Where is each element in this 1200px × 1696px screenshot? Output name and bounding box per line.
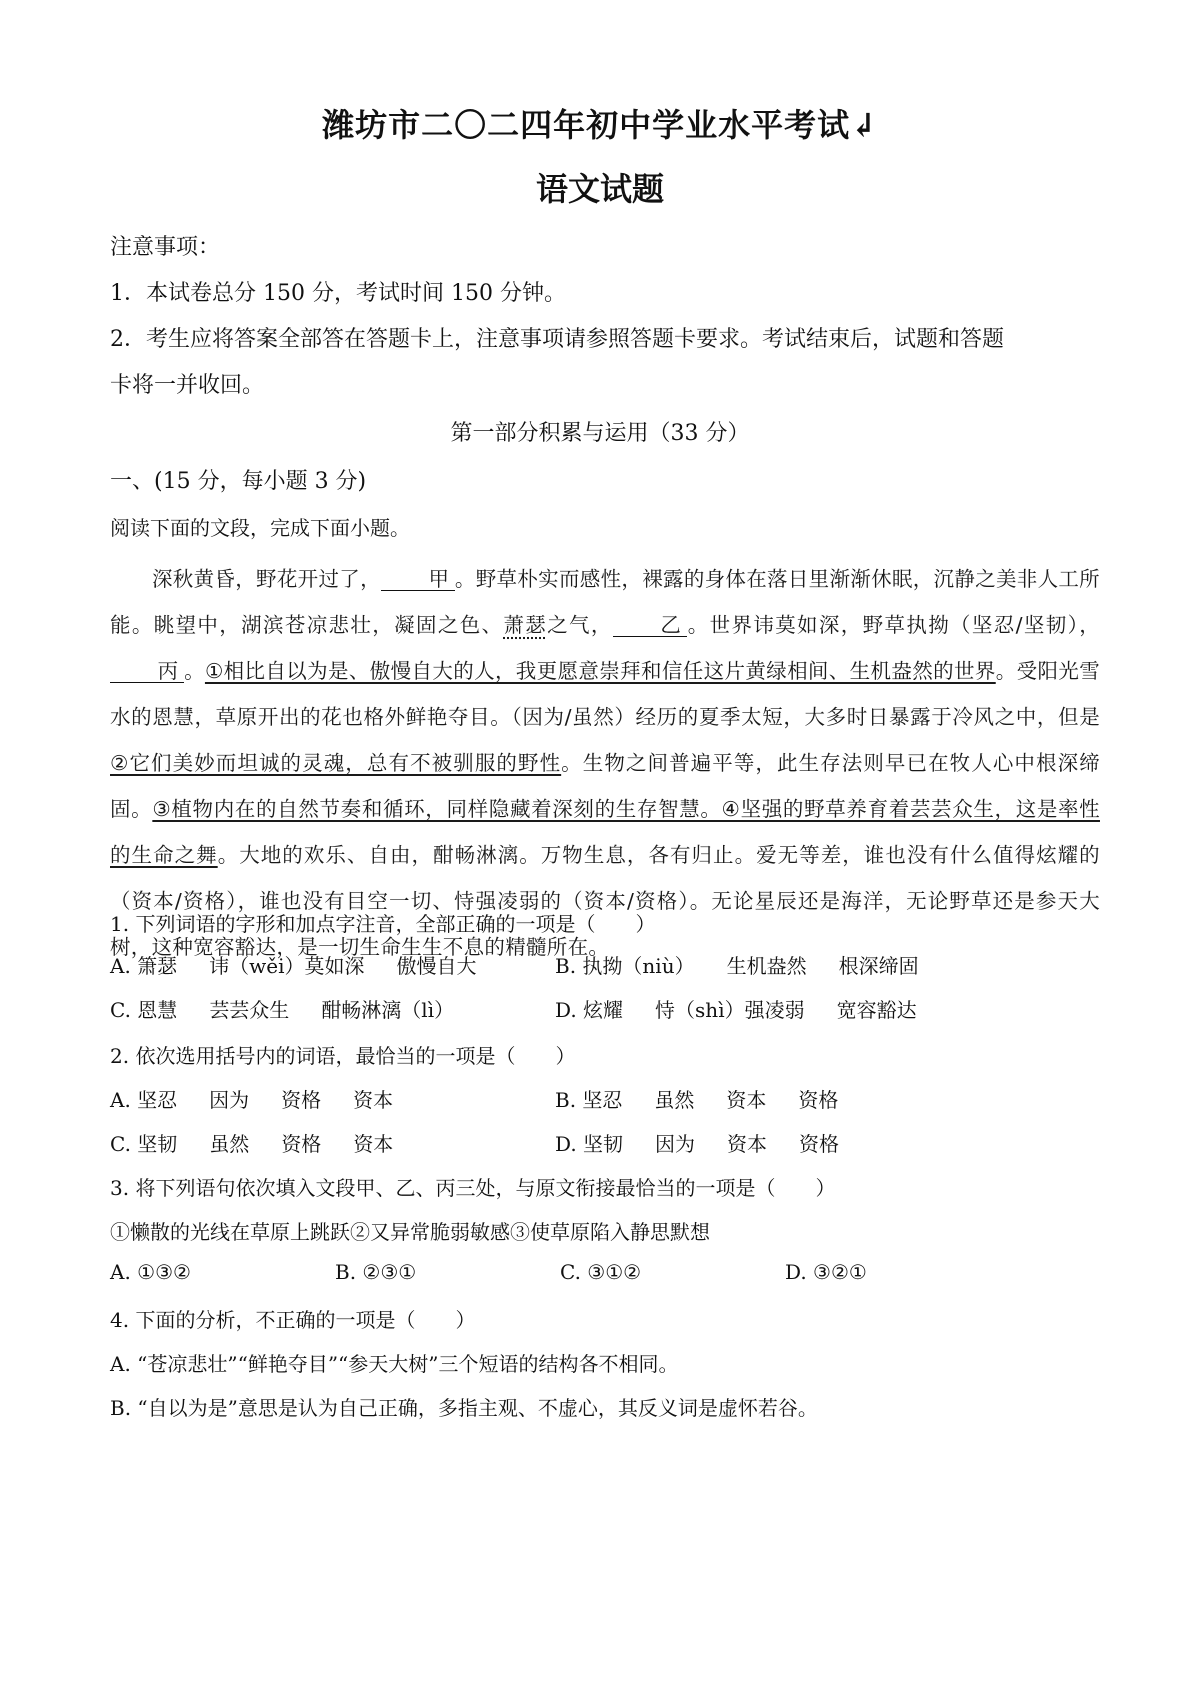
option-word: 酣畅淋漓（lì）	[321, 998, 455, 1022]
option-word: 根深缔固	[838, 954, 919, 978]
q3-option-b: B. ②③①	[335, 1260, 417, 1284]
note-item: 1．本试卷总分 150 分，考试时间 150 分钟。	[110, 281, 566, 306]
option-word: 资格	[281, 1132, 322, 1156]
passage-text: 深秋黄昏，野花开过了，	[152, 567, 381, 591]
option-word: D. 坚韧	[555, 1132, 624, 1156]
q2-option-d	[555, 1128, 871, 1157]
option-word: 资格	[799, 1132, 840, 1156]
option-word: 傲慢自大	[396, 954, 477, 978]
option-word: C. 恩慧	[110, 998, 178, 1022]
q2-option-c	[110, 1128, 425, 1157]
part-heading: 第一部分积累与运用（33 分）	[450, 421, 750, 446]
question-4: 4. 下面的分析，不正确的一项是（ ）	[110, 1308, 476, 1332]
option-word: C. 坚韧	[110, 1132, 178, 1156]
q2-option-b	[555, 1084, 870, 1113]
passage-text: 。受阳光雪水的恩慧，草原开出的花也格外鲜艳夺目。（因为/虽然）经历的夏季太短，大多时日暴露于冷风之中，但是	[110, 659, 1100, 729]
option-word: 虽然	[654, 1088, 695, 1112]
passage-text: 。大地的欢乐、自由，酣畅淋漓。万物生息，各有归止。爱无等差，谁也没有什么值得炫耀的（资本/资格），谁也没有目空一切、恃强凌弱的（资本/资格）。无论星辰还是海洋，无论野草还是参天大树，这种宽容豁达，是一切生命生生不息的精髓所在。	[110, 843, 1100, 959]
q3-sentences: ①懒散的光线在草原上跳跃②又异常脆弱敏感③使草原陷入静思默想	[110, 1220, 710, 1244]
question-3: 3. 将下列语句依次填入文段甲、乙、丙三处，与原文衔接最恰当的一项是（ ）	[110, 1176, 836, 1200]
q1-option-d	[555, 994, 949, 1023]
option-word: A. 箫瑟	[110, 954, 178, 978]
q3-option-a: A. ①③②	[110, 1260, 191, 1284]
notes-heading: 注意事项：	[110, 235, 221, 260]
q3-option-d: D. ③②①	[785, 1260, 867, 1284]
blank-jia: 甲	[381, 568, 455, 591]
exam-title: 潍坊市二〇二四年初中学业水平考试↲	[322, 106, 878, 144]
question-2: 2. 依次选用括号内的词语，最恰当的一项是（ ）	[110, 1044, 576, 1068]
passage-text: 。	[184, 659, 205, 683]
option-word: A. 坚忍	[110, 1088, 178, 1112]
dotted-word: 萧瑟	[503, 613, 548, 637]
q3-option-c: C. ③①②	[560, 1260, 642, 1284]
option-word: 资格	[281, 1088, 322, 1112]
blank-yi: 乙	[613, 614, 687, 637]
passage-text: 之气，	[547, 613, 613, 637]
passage-text: 。生物之间普遍平等，此生存法则早已在牧人心中根深缔固。	[110, 751, 1100, 821]
option-word: 恃（shì）强凌弱	[655, 998, 805, 1022]
option-word: 资本	[353, 1088, 394, 1112]
option-word: 生机盎然	[726, 954, 807, 978]
exam-subtitle: 语文试题	[535, 170, 664, 208]
option-word: 宽容豁达	[836, 998, 917, 1022]
note-item: 2．考生应将答案全部答在答题卡上，注意事项请参照答题卡要求。考试结束后，试题和答题	[110, 327, 1005, 352]
option-word: D. 炫耀	[555, 998, 624, 1022]
section-heading: 一、(15 分，每小题 3 分)	[110, 469, 367, 494]
option-word: 资格	[798, 1088, 839, 1112]
q1-option-a	[110, 950, 509, 979]
underlined-sentence-3-4: ③植物内在的自然节奏和循环，同样隐藏着深刻的生存智慧。④坚强的野草养育着芸芸众生，这是率性的生命之舞	[110, 797, 1100, 867]
q2-option-a	[110, 1084, 425, 1113]
reading-instruction: 阅读下面的文段，完成下面小题。	[110, 516, 410, 540]
question-1: 1. 下列词语的字形和加点字注音，全部正确的一项是（ ）	[110, 912, 656, 936]
option-word: B. 执拗（niù）	[555, 954, 695, 978]
passage-text: 。野草朴实而感性，裸露的身体在落日里渐渐休眠，沉静之美非人工所能。眺望中，湖滨苍凉悲壮，凝固之色、	[110, 567, 1100, 637]
q4-option-b: B. “自以为是”意思是认为自己正确，多指主观、不虚心，其反义词是虚怀若谷。	[110, 1396, 818, 1420]
blank-bing: 丙	[110, 660, 184, 683]
option-word: 因为	[655, 1132, 696, 1156]
option-word: 资本	[353, 1132, 394, 1156]
option-word: 因为	[209, 1088, 250, 1112]
option-word: B. 坚忍	[555, 1088, 623, 1112]
q4-option-a: A. “苍凉悲壮”“鲜艳夺目”“参天大树”三个短语的结构各不相同。	[110, 1352, 679, 1376]
option-word: 资本	[726, 1088, 767, 1112]
q1-option-c	[110, 994, 486, 1023]
underlined-sentence-2: ②它们美妙而坦诚的灵魂，总有不被驯服的野性	[110, 751, 562, 775]
underlined-sentence-1: ①相比自以为是、傲慢自大的人，我更愿意崇拜和信任这片黄绿相间、生机盎然的世界	[204, 659, 996, 683]
option-word: 讳（wěi）莫如深	[209, 954, 365, 978]
option-word: 芸芸众生	[209, 998, 290, 1022]
passage-text: 。世界讳莫如深，野草执拗（坚忍/坚韧），	[686, 613, 1101, 637]
option-word: 虽然	[209, 1132, 250, 1156]
option-word: 资本	[727, 1132, 768, 1156]
note-item-continued: 卡将一并收回。	[110, 373, 265, 398]
q1-option-b	[555, 950, 951, 979]
